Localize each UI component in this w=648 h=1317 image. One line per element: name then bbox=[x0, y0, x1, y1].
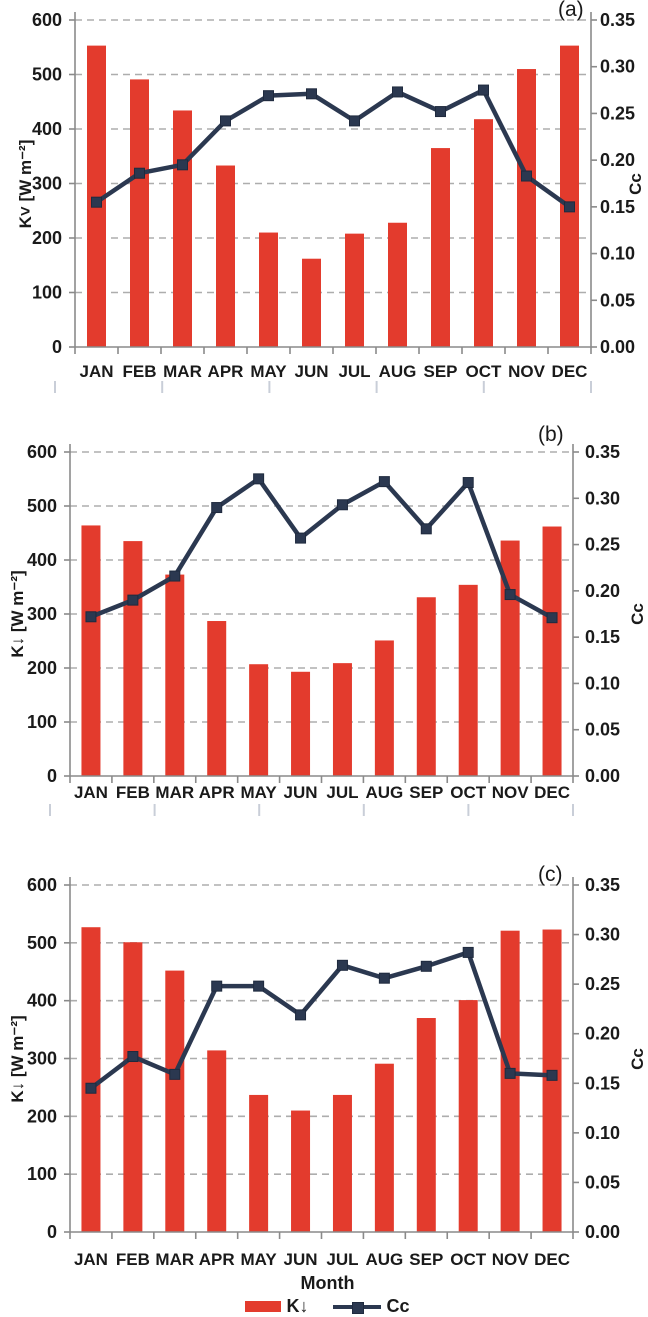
bar-MAR bbox=[173, 110, 192, 347]
y-axis-left-tick-label: 400 bbox=[26, 990, 57, 1011]
bar-OCT bbox=[459, 1000, 478, 1232]
legend-line-marker bbox=[352, 1302, 364, 1314]
panel-label-b: (b) bbox=[538, 423, 564, 446]
month-label-APR: APR bbox=[198, 783, 235, 802]
y-axis-right-tick-label: 0.00 bbox=[585, 1222, 621, 1242]
month-label-SEP: SEP bbox=[409, 1250, 444, 1269]
y-axis-left-tick-label: 300 bbox=[26, 1048, 57, 1069]
bar-FEB bbox=[123, 541, 142, 776]
y-axis-right-tick-label: 0.05 bbox=[585, 1172, 621, 1193]
bar-FEB bbox=[123, 942, 142, 1232]
cc-marker-SEP bbox=[436, 107, 446, 117]
cc-marker-JAN bbox=[86, 1083, 96, 1093]
cc-marker-FEB bbox=[128, 1052, 138, 1062]
cc-marker-MAR bbox=[170, 571, 180, 581]
bar-DEC bbox=[543, 527, 562, 776]
bar-JUN bbox=[291, 672, 310, 776]
cc-marker-OCT bbox=[463, 947, 473, 957]
y-axis-right-tick-label: 0.20 bbox=[585, 580, 621, 601]
cc-marker-SEP bbox=[421, 961, 431, 971]
chart-b-plot bbox=[0, 420, 648, 855]
cc-marker-OCT bbox=[463, 478, 473, 488]
y-axis-left-tick-label: 600 bbox=[26, 875, 57, 895]
y-axis-right-tick-label: 0.25 bbox=[600, 103, 636, 124]
cc-marker-APR bbox=[212, 981, 222, 991]
cc-marker-MAY bbox=[254, 981, 264, 991]
y-axis-left-tick-label: 500 bbox=[26, 932, 57, 953]
month-label-JAN: JAN bbox=[79, 362, 114, 381]
bar-MAR bbox=[165, 971, 184, 1232]
month-label-DEC: DEC bbox=[534, 1250, 570, 1269]
cc-marker-AUG bbox=[379, 973, 389, 983]
chart-c-plot bbox=[0, 855, 648, 1317]
y-axis-left-tick-label: 100 bbox=[26, 712, 57, 732]
y-axis-right-tick-label: 0.15 bbox=[600, 196, 636, 217]
cc-marker-NOV bbox=[505, 1068, 515, 1078]
month-label-MAY: MAY bbox=[240, 1250, 277, 1269]
month-label-APR: APR bbox=[198, 1250, 235, 1269]
chart-a-plot bbox=[0, 0, 648, 420]
bar-JAN bbox=[81, 927, 100, 1232]
y-axis-left-tick-label: 0 bbox=[46, 1222, 57, 1242]
bar-SEP bbox=[431, 148, 450, 347]
month-label-MAY: MAY bbox=[240, 783, 277, 802]
cc-marker-JUL bbox=[350, 116, 360, 126]
y-axis-label-right-a: Cc bbox=[626, 173, 645, 195]
month-label-APR: APR bbox=[207, 362, 244, 381]
legend-line-label: Cc bbox=[386, 1296, 410, 1316]
y-axis-label-left-b: K↓ [W m⁻²] bbox=[8, 570, 27, 658]
bar-JUN bbox=[302, 259, 321, 347]
legend-line-sample bbox=[333, 1301, 381, 1313]
y-axis-right-tick-label: 0.35 bbox=[600, 10, 636, 30]
cc-marker-JUN bbox=[296, 533, 306, 543]
cc-marker-DEC bbox=[565, 202, 575, 212]
month-label-FEB: FEB bbox=[115, 783, 150, 802]
y-axis-right-tick-label: 0.20 bbox=[600, 150, 636, 171]
bar-MAY bbox=[249, 664, 268, 776]
y-axis-left-tick-label: 300 bbox=[26, 604, 57, 624]
month-label-OCT: OCT bbox=[450, 1250, 487, 1269]
y-axis-left-tick-label: 400 bbox=[26, 550, 57, 570]
month-label-FEB: FEB bbox=[122, 362, 157, 381]
y-axis-right-tick-label: 0.35 bbox=[585, 875, 621, 895]
cc-marker-JAN bbox=[86, 612, 96, 622]
chart-panel-a bbox=[0, 0, 648, 420]
month-label-MAY: MAY bbox=[250, 362, 287, 381]
cc-marker-AUG bbox=[393, 87, 403, 97]
y-axis-left-tick-label: 0 bbox=[46, 766, 57, 786]
cc-line bbox=[91, 952, 552, 1088]
bar-NOV bbox=[517, 69, 536, 347]
month-label-JUN: JUN bbox=[294, 362, 329, 381]
month-label-SEP: SEP bbox=[423, 362, 458, 381]
cc-marker-DEC bbox=[547, 613, 557, 623]
legend-bar-label: K↓ bbox=[286, 1296, 309, 1316]
y-axis-right-tick-label: 0.20 bbox=[585, 1023, 621, 1044]
month-label-DEC: DEC bbox=[534, 783, 570, 802]
cc-marker-OCT bbox=[479, 85, 489, 95]
month-label-FEB: FEB bbox=[115, 1250, 150, 1269]
month-label-JUL: JUL bbox=[338, 362, 371, 381]
month-label-AUG: AUG bbox=[378, 362, 417, 381]
cc-marker-FEB bbox=[128, 595, 138, 605]
cc-marker-JUN bbox=[296, 1010, 306, 1020]
y-axis-right-tick-label: 0.15 bbox=[585, 627, 621, 648]
bar-AUG bbox=[375, 1064, 394, 1232]
y-axis-right-tick-label: 0.05 bbox=[585, 719, 621, 740]
bar-APR bbox=[207, 621, 226, 776]
y-axis-right-tick-label: 0.25 bbox=[585, 974, 621, 995]
y-axis-left-tick-label: 500 bbox=[31, 64, 62, 85]
y-axis-right-tick-label: 0.10 bbox=[600, 243, 636, 264]
bar-JUL bbox=[345, 234, 364, 347]
cc-marker-MAR bbox=[170, 1069, 180, 1079]
bar-SEP bbox=[417, 597, 436, 776]
y-axis-label-right-b: Cc bbox=[628, 603, 647, 625]
cc-marker-MAR bbox=[178, 160, 188, 170]
cc-marker-SEP bbox=[421, 524, 431, 534]
y-axis-right-tick-label: 0.10 bbox=[585, 673, 621, 694]
cc-line bbox=[91, 479, 552, 618]
bar-MAR bbox=[165, 575, 184, 776]
bar-APR bbox=[216, 166, 235, 347]
bar-MAY bbox=[259, 233, 278, 347]
month-label-JUN: JUN bbox=[283, 783, 318, 802]
y-axis-right-tick-label: 0.10 bbox=[585, 1122, 621, 1143]
month-label-JAN: JAN bbox=[73, 783, 108, 802]
y-axis-left-tick-label: 200 bbox=[26, 1106, 57, 1127]
y-axis-left-tick-label: 100 bbox=[31, 282, 62, 303]
month-label-OCT: OCT bbox=[450, 783, 487, 802]
month-label-AUG: AUG bbox=[365, 1250, 404, 1269]
y-axis-left-tick-label: 300 bbox=[31, 173, 62, 194]
bar-NOV bbox=[501, 931, 520, 1232]
cc-marker-JUL bbox=[337, 960, 347, 970]
y-axis-right-tick-label: 0.25 bbox=[585, 534, 621, 555]
cc-marker-APR bbox=[212, 503, 222, 513]
month-label-JUL: JUL bbox=[326, 1250, 359, 1269]
panel-label-c: (c) bbox=[538, 863, 563, 886]
month-label-NOV: NOV bbox=[491, 783, 529, 802]
bar-JUL bbox=[333, 1095, 352, 1232]
y-axis-right-tick-label: 0.00 bbox=[600, 337, 636, 357]
y-axis-label-left-a: K˅ [W m⁻²] bbox=[16, 139, 35, 229]
bar-JUL bbox=[333, 663, 352, 776]
month-label-OCT: OCT bbox=[465, 362, 502, 381]
cc-marker-DEC bbox=[547, 1070, 557, 1080]
y-axis-right-tick-label: 0.35 bbox=[585, 442, 621, 462]
bar-FEB bbox=[130, 79, 149, 347]
y-axis-right-tick-label: 0.00 bbox=[585, 766, 621, 786]
month-label-AUG: AUG bbox=[365, 783, 404, 802]
y-axis-label-left-c: K↓ [W m⁻²] bbox=[8, 1015, 27, 1103]
month-label-JUL: JUL bbox=[326, 783, 359, 802]
y-axis-label-right-c: Cc bbox=[628, 1048, 647, 1070]
y-axis-right-tick-label: 0.30 bbox=[585, 488, 621, 509]
chart-panel-b bbox=[0, 420, 648, 855]
bar-DEC bbox=[560, 46, 579, 347]
month-label-NOV: NOV bbox=[491, 1250, 529, 1269]
y-axis-left-tick-label: 600 bbox=[26, 442, 57, 462]
y-axis-right-tick-label: 0.05 bbox=[600, 290, 636, 311]
chart-panel-c bbox=[0, 855, 648, 1317]
month-label-DEC: DEC bbox=[551, 362, 588, 381]
month-label-MAR: MAR bbox=[163, 362, 202, 381]
cc-marker-NOV bbox=[522, 171, 532, 181]
y-axis-left-tick-label: 400 bbox=[31, 119, 62, 139]
legend bbox=[70, 1296, 585, 1317]
x-axis-title: Month bbox=[300, 1273, 355, 1293]
cc-marker-NOV bbox=[505, 590, 515, 600]
month-label-JAN: JAN bbox=[73, 1250, 108, 1269]
bar-AUG bbox=[388, 223, 407, 347]
cc-marker-MAY bbox=[254, 474, 264, 484]
cc-marker-FEB bbox=[135, 168, 145, 178]
bar-JUN bbox=[291, 1111, 310, 1232]
cc-marker-JAN bbox=[92, 197, 102, 207]
y-axis-right-tick-label: 0.15 bbox=[585, 1073, 621, 1094]
bar-OCT bbox=[459, 585, 478, 776]
month-label-JUN: JUN bbox=[283, 1250, 318, 1269]
y-axis-left-tick-label: 600 bbox=[31, 10, 62, 30]
y-axis-left-tick-label: 200 bbox=[31, 228, 62, 248]
panel-label-a: (a) bbox=[558, 0, 584, 21]
y-axis-left-tick-label: 200 bbox=[26, 658, 57, 678]
month-label-MAR: MAR bbox=[155, 783, 195, 802]
cc-line bbox=[97, 90, 570, 207]
y-axis-left-tick-label: 500 bbox=[26, 496, 57, 516]
bar-JAN bbox=[81, 525, 100, 776]
bar-SEP bbox=[417, 1018, 436, 1232]
y-axis-right-tick-label: 0.30 bbox=[600, 56, 636, 77]
bar-OCT bbox=[474, 119, 493, 347]
bar-MAY bbox=[249, 1095, 268, 1232]
bar-APR bbox=[207, 1050, 226, 1232]
cc-marker-MAY bbox=[264, 91, 274, 101]
y-axis-right-tick-label: 0.30 bbox=[585, 924, 621, 945]
y-axis-left-tick-label: 100 bbox=[26, 1164, 57, 1185]
month-label-SEP: SEP bbox=[409, 783, 444, 802]
cc-marker-JUN bbox=[307, 89, 317, 99]
cc-marker-JUL bbox=[337, 500, 347, 510]
month-label-MAR: MAR bbox=[155, 1250, 195, 1269]
bar-AUG bbox=[375, 640, 394, 776]
legend-bar-swatch bbox=[245, 1301, 281, 1312]
cc-marker-APR bbox=[221, 116, 231, 126]
cc-marker-AUG bbox=[379, 477, 389, 487]
month-label-NOV: NOV bbox=[508, 362, 545, 381]
y-axis-left-tick-label: 0 bbox=[51, 337, 62, 357]
